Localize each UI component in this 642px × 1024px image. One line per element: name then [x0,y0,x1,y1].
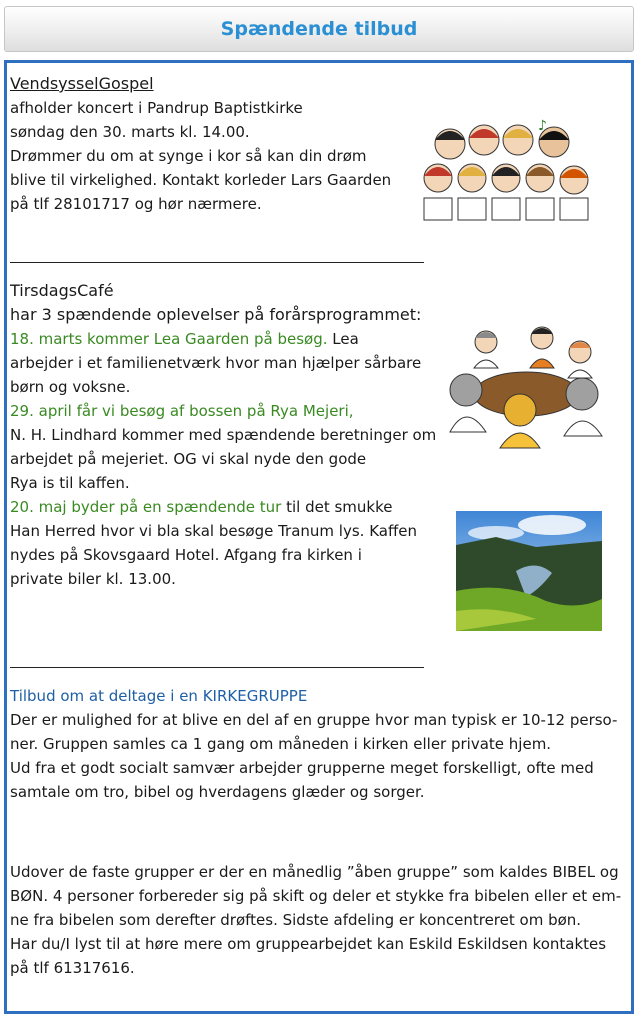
cafe-item-line: private biler kl. 13.00. [10,570,176,588]
choir-illustration [420,118,600,222]
cafe-item-line: N. H. Lindhard kommer med spændende beretninger om [10,426,437,444]
meeting-illustration [446,322,606,450]
cafe-item-text: Lea [327,330,359,348]
cafe-item-line: arbejdet på mejeriet. OG vi skal nyde den gode [10,450,367,468]
section-gospel-line: afholder koncert i Pandrup Baptistkirke [10,99,303,117]
section-gospel-line: blive til virkelighed. Kontakt korleder Lars Gaarden [10,171,392,189]
cafe-item-line: Rya is til kaffen. [10,474,130,492]
landscape-photo [456,511,602,631]
svg-text:♪: ♪ [538,118,547,134]
section-cafe-intro: har 3 spændende oplevelser på forårsprogrammet: [10,305,422,324]
cafe-item-line: Han Herred hvor vi bla skal besøge Tranum lys. Kaffen [10,522,418,540]
section-kirkegruppe-heading: Tilbud om at deltage i en KIRKEGRUPPE [10,687,308,705]
divider [10,262,424,263]
section-cafe [10,279,436,591]
section-gospel-line: på tlf 28101717 og hør nærmere. [10,195,262,213]
divider [10,667,424,668]
section-cafe-heading: TirsdagsCafé [10,281,114,300]
page-title: Spændende tilbud [220,18,418,40]
bibel-bon-line: på tlf 61317616. [10,959,135,977]
section-gospel-line: Drømmer du om at synge i kor så kan din drøm [10,147,367,165]
bibel-bon-line: BØN. 4 personer forbereder sig på skift og deler et stykke fra bibelen eller et em- [10,887,622,905]
section-gospel-heading: VendsysselGospel [10,74,154,93]
kirkegruppe-line: ner. Gruppen samles ca 1 gang om måneden i kirken eller private hjem. [10,735,552,753]
kirkegruppe-line: samtale om tro, bibel og hverdagens glæder og sorger. [10,783,425,801]
bibel-bon-line: Har du/I lyst til at høre mere om gruppearbejdet kan Eskild Eskildsen kontaktes [10,935,607,953]
choir-singer-front-row [424,164,588,220]
cafe-item-date: 29. april får vi besøg af bossen på Rya Mejeri, [10,402,354,420]
bibel-bon-line: ne fra bibelen som derefter drøftes. Sidste afdeling er koncentreret om bøn. [10,911,582,929]
cafe-item-text: til det smukke [281,498,393,516]
cafe-item-line: børn og voksne. [10,378,131,396]
section-kirkegruppe [10,684,617,804]
choir-singer-back-row [435,118,569,159]
title-banner [4,6,634,52]
cafe-item-date: 18. marts kommer Lea Gaarden på besøg. [10,330,328,348]
cafe-item-date: 20. maj byder på en spændende tur [10,498,282,516]
bibel-bon-line: Udover de faste grupper er der en månedlig ”åben gruppe” som kaldes BIBEL og [10,863,619,881]
section-gospel-line: søndag den 30. marts kl. 14.00. [10,123,250,141]
kirkegruppe-line: Der er mulighed for at blive en del af en gruppe hvor man typisk er 10-12 perso- [10,711,618,729]
section-gospel [10,72,391,216]
section-bibel-bon [10,860,621,980]
cafe-item-line: arbejder i et familienetværk hvor man hjælper sårbare [10,354,422,372]
kirkegruppe-line: Ud fra et godt socialt samvær arbejder grupperne meget forskelligt, ofte med [10,759,594,777]
cafe-item-line: nydes på Skovsgaard Hotel. Afgang fra kirken i [10,546,362,564]
